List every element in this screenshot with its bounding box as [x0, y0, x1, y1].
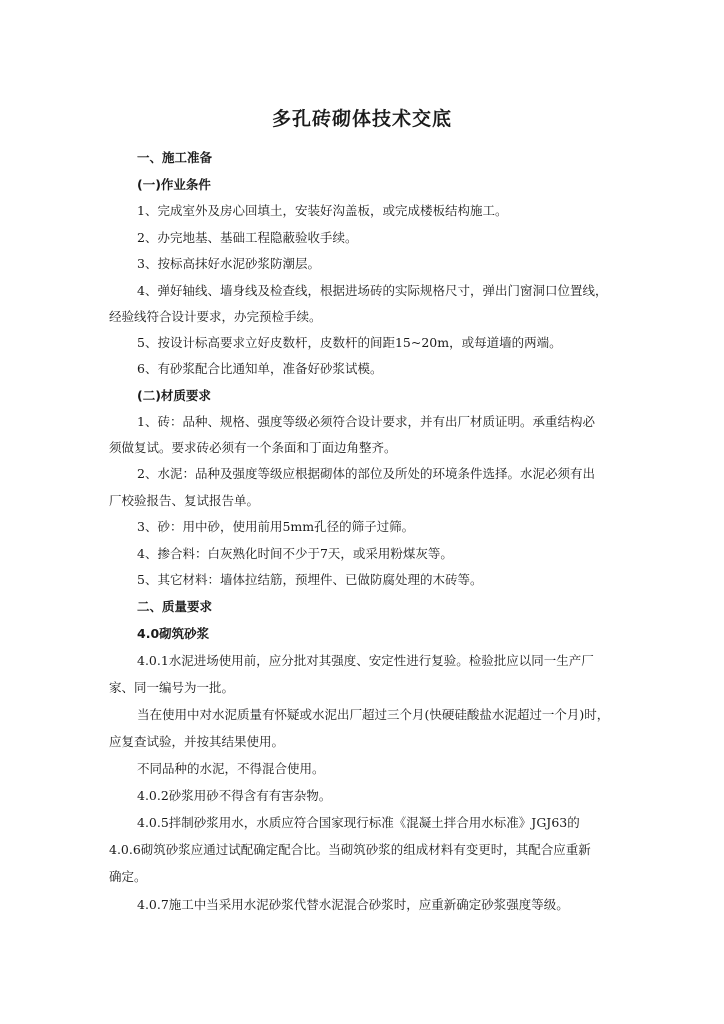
paragraph-line: 当在使用中对水泥质量有怀疑或水泥出厂超过三个月(快硬硅酸盐水泥超过一个月)时， — [137, 707, 610, 722]
paragraph-line: 不同品种的水泥，不得混合使用。 — [137, 761, 325, 776]
paragraph-line: 4、掺合料：白灰熟化时间不少于7天，或采用粉煤灰等。 — [137, 546, 453, 561]
subsection-heading: (二)材质要求 — [137, 388, 211, 403]
paragraph-line: 4、弹好轴线、墙身线及检查线，根据进场砖的实际规格尺寸，弹出门窗洞口位置线， — [137, 283, 608, 298]
paragraph-line: 2、水泥：品种及强度等级应根据砌体的部位及所处的环境条件选择。水泥必须有出 — [137, 466, 595, 481]
paragraph-line: 确定。 — [109, 869, 147, 884]
paragraph-line: 3、按标高抹好水泥砂浆防潮层。 — [137, 256, 320, 271]
subsection-heading: 4.0砌筑砂浆 — [137, 626, 210, 641]
paragraph-line: 5、按设计标高要求立好皮数杆，皮数杆的间距15~20m，或每道墙的两端。 — [137, 335, 562, 350]
paragraph-line: 4.0.1水泥进场使用前，应分批对其强度、安定性进行复验。检验批应以同一生产厂 — [137, 653, 594, 668]
paragraph-line: 家、同一编号为一批。 — [109, 680, 235, 695]
paragraph-line: 6、有砂浆配合比通知单，准备好砂浆试模。 — [137, 361, 383, 376]
paragraph-line: 4.0.2砂浆用砂不得含有有害杂物。 — [137, 788, 332, 803]
paragraph-line: 须做复试。要求砖必须有一个条面和丁面边角整齐。 — [109, 440, 397, 455]
paragraph-line: 1、完成室外及房心回填土，安装好沟盖板，或完成楼板结构施工。 — [137, 203, 508, 218]
paragraph-line: 4.0.5拌制砂浆用水，水质应符合国家现行标准《混凝土拌合用水标准》JGJ63的 — [137, 815, 580, 830]
paragraph-line: 1、砖：品种、规格、强度等级必须符合设计要求，并有出厂材质证明。承重结构必 — [137, 414, 595, 429]
paragraph-line: 5、其它材料：墙体拉结筋，预埋件、已做防腐处理的木砖等。 — [137, 572, 483, 587]
document-title: 多孔砖砌体技术交底 — [271, 108, 452, 130]
paragraph-line: 4.0.7施工中当采用水泥砂浆代替水泥混合砂浆时，应重新确定砂浆强度等级。 — [137, 897, 569, 912]
paragraph-line: 4.0.6砌筑砂浆应通过试配确定配合比。当砌筑砂浆的组成材料有变更时，其配合应重新 — [109, 842, 591, 857]
section-heading: 二、质量要求 — [137, 599, 213, 614]
paragraph-line: 应复查试验，并按其结果使用。 — [109, 734, 285, 749]
paragraph-line: 3、砂：用中砂，使用前用5mm孔径的筛子过筛。 — [137, 519, 415, 534]
paragraph-line: 厂校验报告、复试报告单。 — [109, 493, 260, 508]
paragraph-line: 经验线符合设计要求，办完预检手续。 — [109, 309, 322, 324]
subsection-heading: (一)作业条件 — [137, 177, 211, 192]
paragraph-line: 2、办完地基、基础工程隐蔽验收手续。 — [137, 230, 358, 245]
section-heading: 一、施工准备 — [137, 150, 213, 165]
